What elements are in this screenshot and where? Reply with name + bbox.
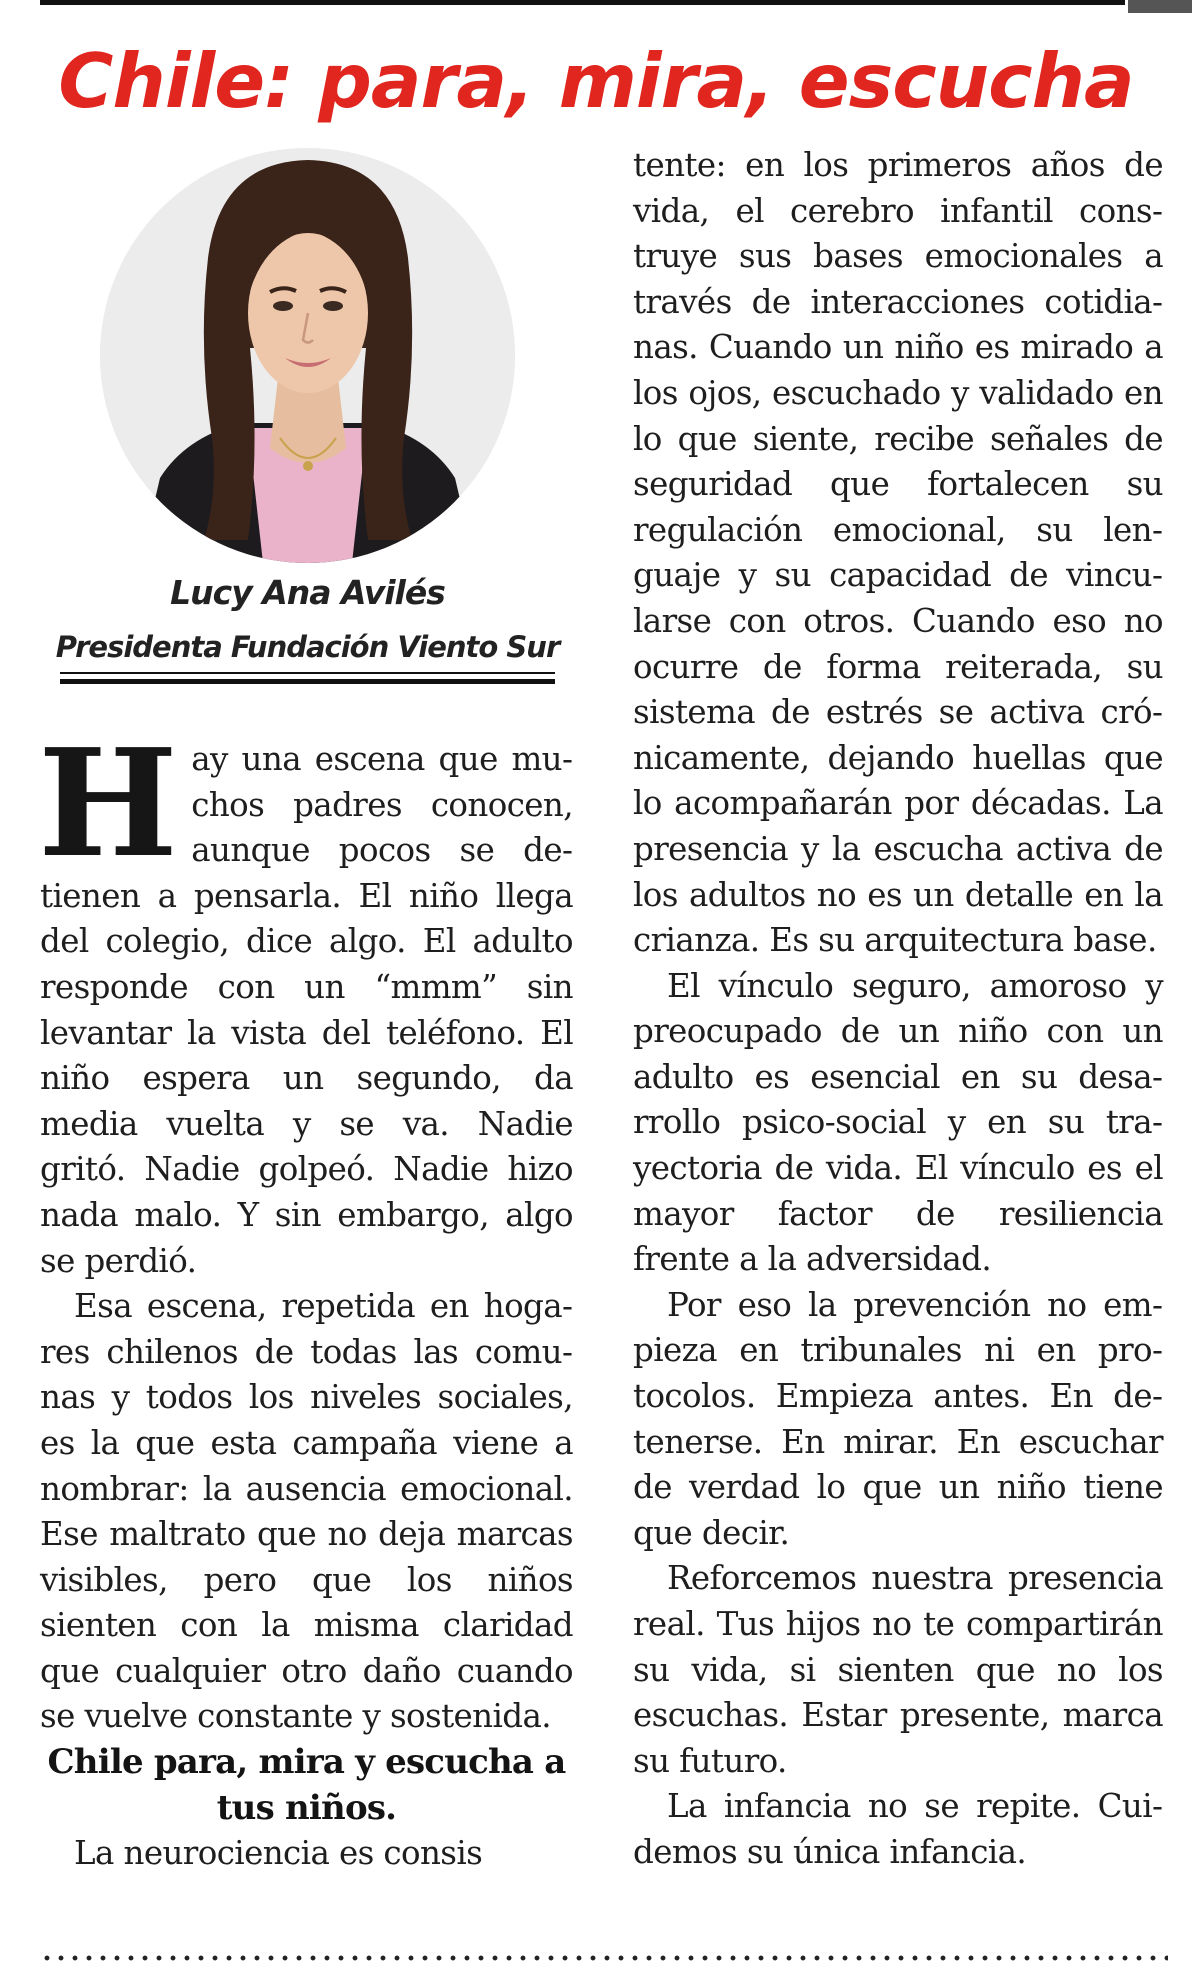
right-column xyxy=(633,143,1163,1876)
paragraph-3-start: La neurociencia es consis xyxy=(74,1834,483,1873)
corner-mark xyxy=(1128,0,1192,13)
paragraph-1-text: ay una escena que muchos padres conocen, aunque pocos se detienen a pensarla. El niño llega del colegio, dice algo. El adulto responde con un “mmm” sin levantar la vista del teléfono. El niño espera un segundo, da media vuelta y se va. Nadie gritó. Nadie golpeó. Nadie hizo nada malo. Y sin embargo, algo se perdió. xyxy=(40,740,573,1280)
headline: Chile: para, mira, escucha xyxy=(58,37,1134,125)
author-name: Lucy Ana Avilés xyxy=(170,573,445,612)
left-column xyxy=(38,716,573,1877)
paragraph-7: La infancia no se repite. Cuidemos su única infancia. xyxy=(633,1787,1163,1871)
drop-cap: H xyxy=(38,716,178,890)
top-rule xyxy=(40,0,1125,5)
byline-separator-thin xyxy=(60,672,555,674)
subheading: Chile para, mira y escucha a tus niños. xyxy=(47,1742,566,1828)
paragraph-6: Reforcemos nuestra presencia real. Tus hijos no te compartirán su vida, si sienten que no los escuchas. Estar presente, marca su futuro. xyxy=(633,1559,1163,1780)
paragraph-4: El vínculo seguro, amoroso y preocupado de un niño con un adulto es esencial en su desarrollo psico-social y en su trayectoria de vida. El vínculo es el mayor factor de resiliencia frente a la adversidad. xyxy=(633,966,1163,1279)
author-portrait-icon xyxy=(100,148,515,563)
author-role: Presidenta Fundación Viento Sur xyxy=(55,630,560,664)
paragraph-2: Esa escena, repetida en hogares chilenos de todas las comunas y todos los niveles sociales, es la que esta campaña viene a nombrar: la ausencia emocional. Ese maltrato que no deja marcas visibles, pero que los niños sienten con la misma claridad que cualquier otro daño cuando se vuelve constante y sostenida. xyxy=(40,1287,573,1736)
paragraph-5: Por eso la prevención no empieza en tribunales ni en protocolos. Empieza antes. En detenerse. En mirar. En escuchar de verdad lo que un niño tiene que decir. xyxy=(633,1285,1163,1552)
dotted-footer-rule xyxy=(40,1955,1168,1961)
paragraph-1 xyxy=(38,716,573,1284)
paragraph-3-continued: tente: en los primeros años de vida, el cerebro infantil construye sus bases emocionales a través de interacciones cotidianas. Cuando un niño es mirado a los ojos, escuchado y validado en lo que siente, recibe señales de seguridad que fortalecen su regulación emocional, su lenguaje y su capacidad de vincularse con otros. Cuando eso no ocurre de forma reiterada, su sistema de estrés se activa crónicamente, dejando huellas que lo acompañarán por décadas. La presencia y la escucha activa de los adultos no es un detalle en la crianza. Es su arquitectura base. xyxy=(633,146,1163,960)
byline-separator-thick xyxy=(60,679,555,684)
